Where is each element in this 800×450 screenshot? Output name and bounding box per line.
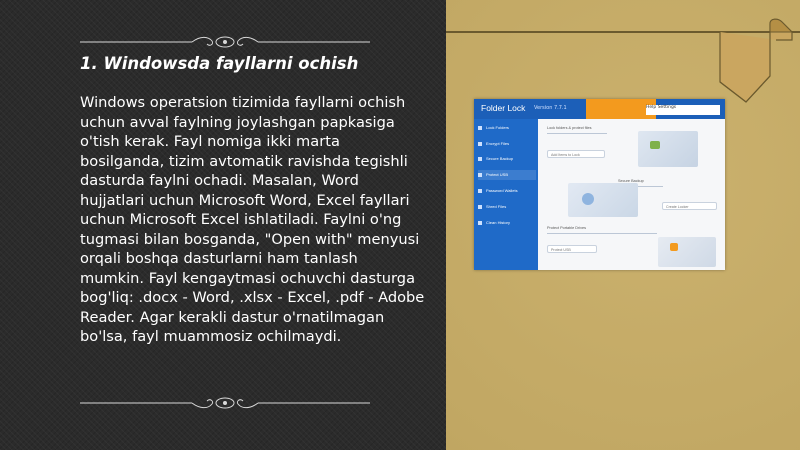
sidebar-item: Clean History (478, 218, 536, 228)
section-label: Protect Portable Drives (547, 226, 587, 230)
page-curl-icon (716, 16, 796, 106)
sidebar-item: Protect USB (478, 170, 536, 180)
slide-title: 1. Windowsda fayllarni ochish (80, 54, 359, 73)
app-main (538, 119, 725, 270)
illustration-accent (670, 243, 678, 251)
folder-lock-screenshot (474, 99, 725, 270)
illustration (658, 237, 716, 267)
sidebar-item: Lock Folders (478, 123, 536, 133)
sidebar-item: Password Wallets (478, 186, 536, 196)
header-tabs: Help Settings (646, 105, 720, 115)
illustration (568, 183, 638, 217)
sidebar-item: Shred Files (478, 202, 536, 212)
section-divider (547, 133, 607, 134)
ornament-bottom-icon (80, 395, 370, 411)
slide-body-text: Windows operatsion tizimida fayllarni ochish uchun avval faylning joylashgan papkasiga o'tish kerak. Fayl nomiga ikki marta bosilganda, tizim avtomatik ravishda tegishli dasturda faylni ochadi. Masalan, Word hujjatlari uchun Microsoft Word, Excel fayllari uchun Microsoft Excel ishlatiladi. Faylni o'ng tugmasi bilan bosganda, "Open with" menyusi orqali boshqa dasturlarni ham tanlash mumkin. Fayl kengaytmasi ochuvchi dasturga bog'liq: .docx - Word, .xlsx - Excel, .pdf - Adobe Reader. Agar kerakli dastur o'rnatilmagan bo'lsa, fayl muammosiz ochilmaydi. (80, 94, 425, 345)
sidebar-item: Secure Backup (478, 154, 536, 164)
app-sidebar (474, 119, 538, 270)
app-version: Version 7.7.1 (534, 105, 567, 111)
action-field: Protect USB (547, 245, 597, 253)
illustration-accent (650, 141, 660, 149)
section-divider (547, 233, 657, 234)
section-label: Secure Backup (618, 179, 644, 183)
app-brand: Folder Lock (481, 103, 526, 113)
illustration (638, 131, 698, 167)
illustration-accent (582, 193, 594, 205)
action-field: Add Items to Lock (547, 150, 605, 158)
sidebar-item: Encrypt Files (478, 139, 536, 149)
app-header (474, 99, 725, 119)
action-field: Create Locker (662, 202, 717, 210)
section-label: Lock folders & protect files (547, 126, 592, 130)
ornament-top-icon (80, 34, 370, 50)
